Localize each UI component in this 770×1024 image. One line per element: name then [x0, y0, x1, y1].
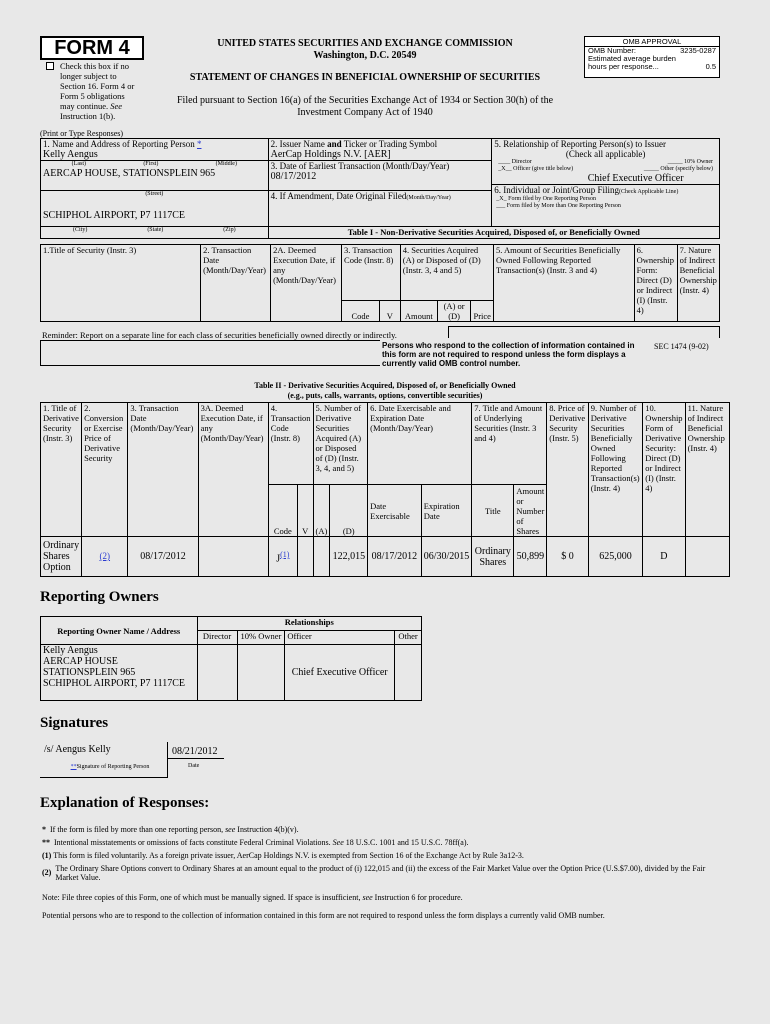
- t1-col-date: 2. Transaction Date (Month/Day/Year): [201, 245, 271, 322]
- table2-subtitle: (e.g., puts, calls, warrants, options, convertible securities): [287, 391, 483, 400]
- t2-row-exercisable: 08/17/2012: [368, 537, 422, 577]
- t1-sub-price: Price: [471, 301, 493, 322]
- agency-name: UNITED STATES SECURITIES AND EXCHANGE COMMISSION: [217, 38, 513, 49]
- signer-name: /s/ Aengus Kelly: [44, 744, 111, 755]
- t2-col-underlying: 7. Title and Amount of Underlying Securities (Instr. 3 and 4): [472, 403, 547, 485]
- non-derivative-table: [40, 244, 720, 322]
- statement-title: STATEMENT OF CHANGES IN BENEFICIAL OWNERSHIP OF SECURITIES: [189, 72, 541, 83]
- ten-owner-header: 10% Owner: [237, 631, 285, 645]
- explanation-heading: Explanation of Responses:: [40, 795, 210, 811]
- director-header: Director: [197, 631, 237, 645]
- signatures-heading: Signatures: [40, 715, 109, 731]
- t2-sub-expiration: Expiration Date: [421, 485, 472, 537]
- reminder-text: Reminder: Report on a separate line for each class of securities beneficially owned directly or indirectly.: [42, 330, 397, 340]
- reporting-info-table: [40, 138, 720, 239]
- omb-hours-label: hours per response...: [588, 62, 659, 71]
- footnote-2-link[interactable]: (2): [99, 551, 111, 561]
- t2-row-underlying-title: Ordinary Shares: [472, 537, 514, 577]
- date-rule: [168, 758, 224, 759]
- table1-title: Table I - Non-Derivative Securities Acquired, Disposed of, or Beneficially Owned: [268, 227, 719, 239]
- explanation-note-4: (2) The Ordinary Share Options convert to Ordinary Shares at an amount equal to the product of (i) 122,015 and (ii) the excess of the Fair Market Value over the Option Price (U.S.$7.00), divided by the Fair Market Value.: [42, 864, 706, 882]
- instruction-star-link[interactable]: *: [196, 139, 202, 149]
- earliest-transaction-date: 08/17/2012: [270, 171, 317, 182]
- reporting-person-name: Kelly Aengus: [43, 149, 98, 160]
- t1-sub-aord: (A) or (D): [437, 301, 471, 322]
- table-row: [41, 537, 730, 577]
- persons-notice: Persons who respond to the collection of information contained in this form are not required to respond unless the form displays a currently valid OMB control number.: [382, 341, 635, 368]
- t1-sub-amount: Amount: [400, 301, 437, 322]
- signature-box: [40, 742, 168, 778]
- reminder-box: [448, 326, 720, 338]
- t2-col-number: 5. Number of Derivative Securities Acquired (A) or Disposed of (D) (Instr. 3, 4, and 5): [313, 403, 368, 485]
- t2-col-nature: 11. Nature of Indirect Beneficial Ownership (Instr. 4): [685, 403, 729, 537]
- footnote-1-link[interactable]: (1): [280, 549, 290, 559]
- issuer-cell: 2. Issuer Name and Ticker or Trading Symbol AerCap Holdings N.V. [AER] 3. Date of Earliest Transaction (Month/Day/Year) 08/17/2012: [268, 139, 492, 191]
- explanation-note-1: * If the form is filed by more than one reporting person, see Instruction 4(b)(v).: [42, 825, 299, 834]
- file-copies-note: Note: File three copies of this Form, one of which must be manually signed. If space is insufficient, see Instruction 6 for procedure.: [42, 893, 463, 902]
- omb-burden-label: Estimated average burden: [588, 54, 676, 63]
- other-header: Other: [394, 631, 421, 645]
- stars-link[interactable]: **: [70, 764, 77, 770]
- t1-col-nature: 7. Nature of Indirect Beneficial Ownership (Instr. 4): [677, 245, 719, 322]
- signature-date: 08/21/2012: [172, 746, 218, 757]
- t2-row-form: D: [643, 537, 685, 577]
- t1-col-code: 3. Transaction Code (Instr. 8): [342, 245, 401, 301]
- t2-sub-a: (A): [313, 485, 330, 537]
- t2-col-date: 3. Transaction Date (Month/Day/Year): [128, 403, 198, 537]
- explanation-note-3: (1) This form is filed voluntarily. As a foreign private issuer, AerCap Holdings N.V. is exempted from Section 16 of the Exchange Act by Rule 3a12-3.: [42, 851, 524, 860]
- more-person-line: ___ Form filed by More than One Reporting Person: [496, 203, 621, 209]
- issuer-name: AerCap Holdings N.V. [AER]: [270, 149, 391, 160]
- t2-col-form: 10. Ownership Form of Derivative Security: Direct (D) or Indirect (I) (Instr. 4): [643, 403, 685, 537]
- filed-pursuant-line2: Investment Company Act of 1940: [297, 107, 433, 118]
- form-title: FORM 4: [40, 36, 144, 60]
- t1-col-title: 1.Title of Security (Instr. 3): [41, 245, 201, 322]
- relationships-header: Relationships: [197, 617, 421, 631]
- t2-row-acquired: 122,015: [330, 537, 368, 577]
- t1-col-ownership: 6. Ownership Form: Direct (D) or Indirect (I) (Instr. 4): [634, 245, 677, 322]
- one-person-line: _X_ Form filed by One Reporting Person: [496, 196, 596, 202]
- t2-row-price: $ 0: [547, 537, 589, 577]
- derivative-table: [40, 402, 730, 577]
- omb-approval-box: [584, 36, 720, 78]
- t2-col-code: 4. Transaction Code (Instr. 8): [268, 403, 313, 485]
- table2-title: Table II - Derivative Securities Acquired, Disposed of, or Beneficially Owned: [254, 381, 516, 390]
- date-label: Date: [188, 763, 200, 769]
- t1-col-securities: 4. Securities Acquired (A) or Disposed of (D) (Instr. 3, 4 and 5): [400, 245, 493, 301]
- t2-row-date: 08/17/2012: [128, 537, 198, 577]
- t2-col-exercisable: 6. Date Exercisable and Expiration Date (Month/Day/Year): [368, 403, 472, 485]
- owner-officer-title: Chief Executive Officer: [285, 645, 395, 701]
- owner-name-address: Kelly Aengus AERCAP HOUSE STATIONSPLEIN 965 SCHIPHOL AIRPORT, P7 1117CE: [41, 645, 198, 701]
- reporting-owners-table: [40, 616, 422, 701]
- t2-col-title: 1. Title of Derivative Security (Instr. 3): [41, 403, 82, 537]
- reporting-owners-heading: Reporting Owners: [40, 589, 159, 605]
- explanation-note-2: ** Intentional misstatements or omissions of facts constitute Federal Criminal Violations. See 18 U.S.C. 1001 and 15 U.S.C. 78ff(a).: [42, 838, 469, 847]
- t2-row-expiration: 06/30/2015: [421, 537, 472, 577]
- city-state-zip-labels: (City) (State) (Zip): [41, 227, 269, 239]
- relationship-cell: 5. Relationship of Reporting Person(s) to Issuer (Check all applicable) ____ Director _____ 10% Owner _X__ Officer (give title below) _____ Other (specify below) Chief Executive Officer 6. Individual or Joint/Group Filing(Check Applicable Line) _X_ Form filed by One Reporting Person ___ Form filed by More than One Reporting Person: [492, 139, 720, 227]
- t2-row-code: J: [276, 553, 281, 565]
- persons-box-left: [40, 340, 380, 366]
- filed-pursuant-line1: Filed pursuant to Section 16(a) of the Securities Exchange Act of 1934 or Section 30(h) of the: [176, 95, 554, 106]
- t2-col-deemed: 3A. Deemed Execution Date, if any (Month/Day/Year): [198, 403, 268, 537]
- t1-col-amount-owned: 5. Amount of Securities Beneficially Owned Following Reported Transaction(s) (Instr. 3 and 4): [493, 245, 634, 322]
- sec-number: SEC 1474 (9-02): [654, 342, 709, 351]
- t2-row-underlying-amount: 50,899: [514, 537, 547, 577]
- agency-location: Washington, D.C. 20549: [313, 50, 417, 61]
- section16-checkbox[interactable]: [46, 62, 54, 70]
- t2-row-security: Ordinary Shares Option: [41, 537, 82, 577]
- omb-number-label: OMB Number:: [588, 46, 636, 55]
- reporting-person-address: AERCAP HOUSE, STATIONSPLEIN 965: [43, 168, 216, 179]
- t2-col-price: 8. Price of Derivative Security (Instr. 5): [547, 403, 589, 537]
- city-line: SCHIPHOL AIRPORT, P7 1117CE: [43, 210, 186, 221]
- t1-sub-v: V: [379, 301, 400, 322]
- table-row: [41, 645, 422, 701]
- t2-sub-amount: Amount or Number of Shares: [514, 485, 547, 537]
- reporting-person-cell: 1. Name and Address of Reporting Person * Kelly Aengus (Last) (First) (Middle) AERCAP HOUSE, STATIONSPLEIN 965: [41, 139, 269, 191]
- t2-col-owned: 9. Number of Derivative Securities Beneficially Owned Following Reported Transaction(s) (Instr. 4): [588, 403, 642, 537]
- omb-title: OMB APPROVAL: [585, 37, 719, 47]
- signature-label: **Signature of Reporting Person: [70, 764, 150, 770]
- amendment-cell: 4. If Amendment, Date Original Filed(Month/Day/Year): [268, 191, 492, 227]
- t2-sub-v: V: [297, 485, 313, 537]
- omb-number: 3235-0287: [680, 46, 716, 55]
- officer-header: Officer: [285, 631, 395, 645]
- t1-sub-code: Code: [342, 301, 380, 322]
- t2-sub-title: Title: [472, 485, 514, 537]
- t2-sub-code: Code: [268, 485, 297, 537]
- owner-name-header: Reporting Owner Name / Address: [41, 617, 198, 645]
- t2-sub-d: (D): [330, 485, 368, 537]
- omb-hours: 0.5: [705, 62, 716, 71]
- t2-col-conversion: 2. Conversion or Exercise Price of Derivative Security: [82, 403, 128, 537]
- check-box-text: Check this box if no longer subject to Section 16. Form 4 or Form 5 obligations may continue. See Instruction 1(b).: [60, 61, 135, 121]
- print-note: (Print or Type Responses): [40, 129, 124, 138]
- officer-title: Chief Executive Officer: [587, 173, 684, 184]
- street-cell: (Street) SCHIPHOL AIRPORT, P7 1117CE: [41, 191, 269, 227]
- t2-sub-date-exercisable: Date Exercisable: [368, 485, 422, 537]
- t1-col-deemed: 2A. Deemed Execution Date, if any (Month/Day/Year): [271, 245, 342, 322]
- potential-persons-note: Potential persons who are to respond to the collection of information contained in this form are not required to respond unless the form displays a currently valid OMB number.: [42, 911, 605, 920]
- t2-row-owned: 625,000: [588, 537, 642, 577]
